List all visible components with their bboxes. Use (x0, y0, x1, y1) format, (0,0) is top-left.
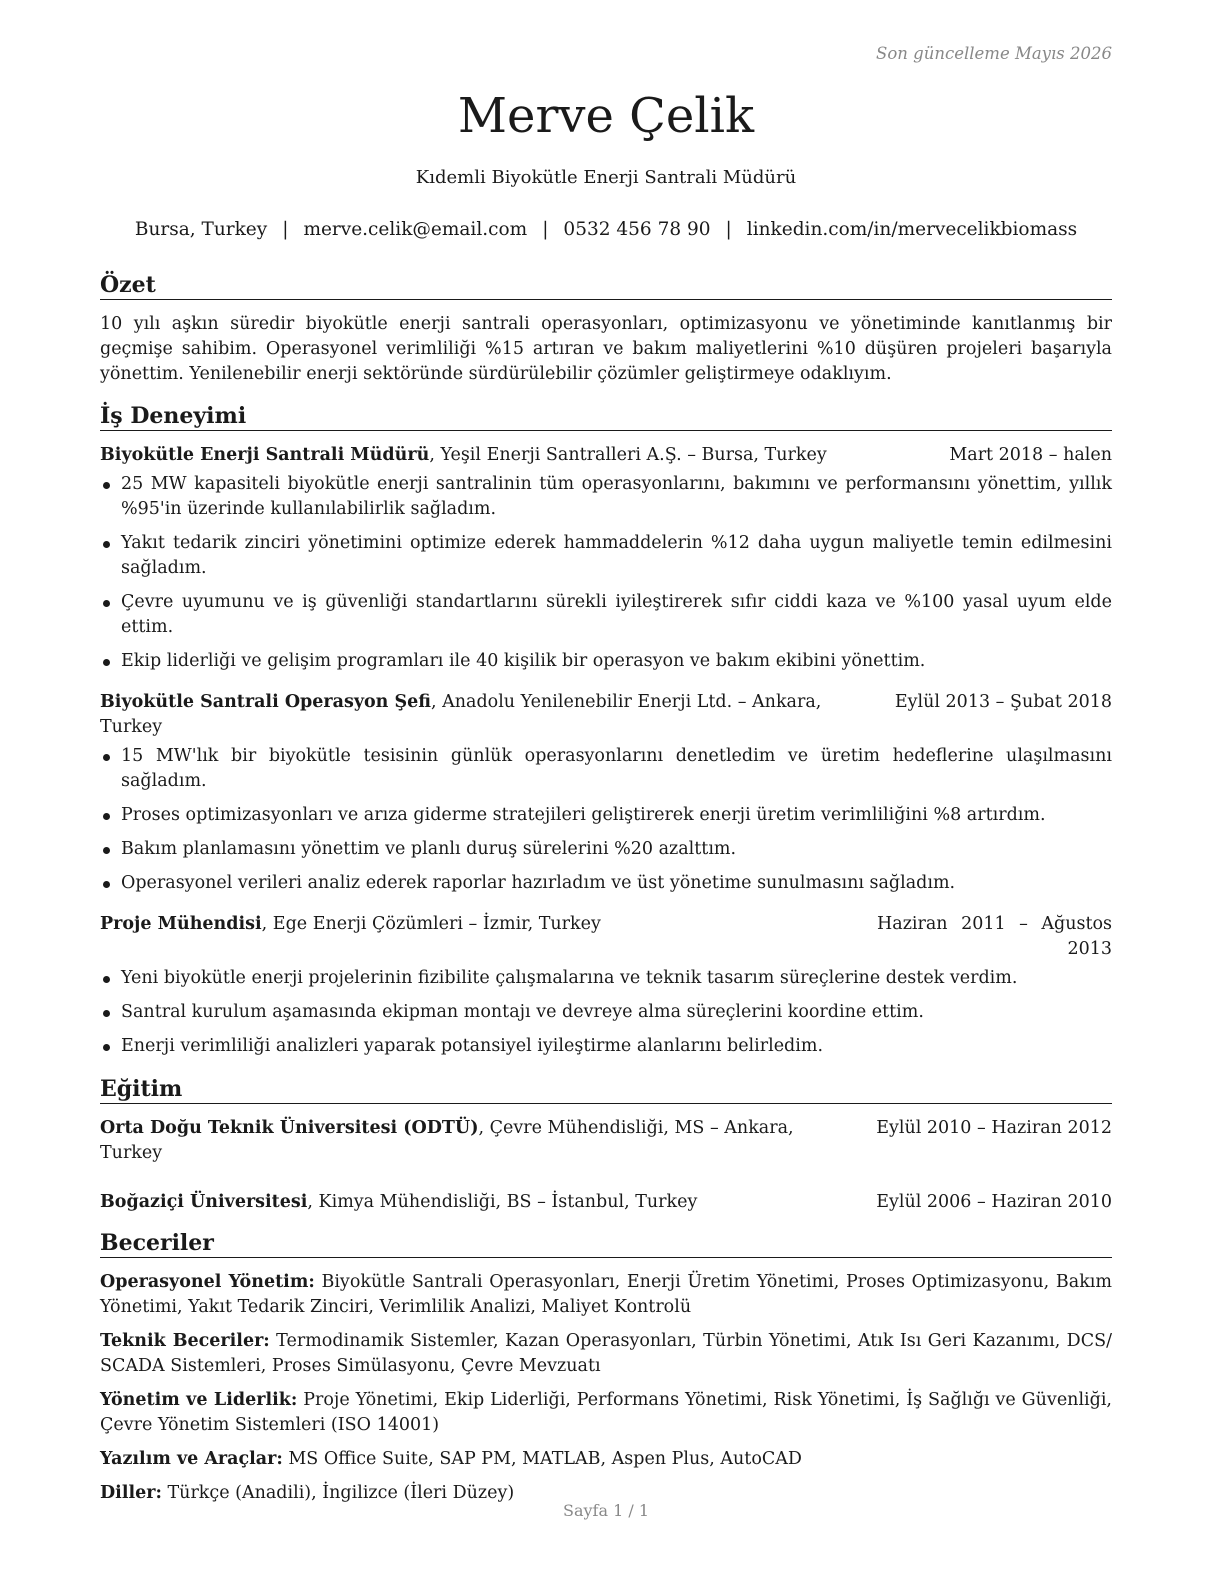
skill-value: Türkçe (Anadili), İngilizce (İleri Düzey) (161, 1483, 515, 1503)
degree-detail: , Çevre Mühendisliği, MS – Ankara, Turkey (100, 1118, 794, 1163)
list-item: Yakıt tedarik zinciri yönetimini optimize ederek hammaddelerin %12 daha uygun maliyetle temin edilmesini sağladım. (100, 531, 1112, 581)
job-org: , Yeşil Enerji Santralleri A.Ş. – Bursa, Turkey (429, 445, 827, 465)
job-header (100, 443, 1112, 468)
skill-group (100, 1270, 1112, 1320)
job-role: Biyokütle Enerji Santrali Müdürü (100, 445, 430, 465)
list-item: 15 MW'lık bir biyokütle tesisinin günlük operasyonlarını denetledim ve üretim hedeflerine ulaşılmasını sağladım. (100, 744, 1112, 794)
skill-label: Diller: (100, 1483, 162, 1503)
summary-section (100, 271, 1112, 387)
skill-group (100, 1447, 1112, 1472)
resume-content (100, 271, 1112, 1515)
contact-location: Bursa, Turkey (134, 219, 268, 240)
education-dates: Eylül 2006 – Haziran 2010 (876, 1192, 1112, 1212)
skill-label: Yazılım ve Araçlar: (100, 1449, 283, 1469)
contact-line (100, 219, 1112, 240)
section-heading-skills: Beceriler (100, 1229, 1112, 1258)
education-line (100, 1190, 856, 1215)
list-item: Enerji verimliliği analizleri yaparak potansiyel iyileştirme alanlarını belirledim. (100, 1034, 1112, 1059)
section-heading-experience: İş Deneyimi (100, 402, 1112, 431)
job-entry (100, 443, 1112, 674)
degree-detail: , Kimya Mühendisliği, BS – İstanbul, Turkey (307, 1192, 698, 1212)
education-entry (100, 1190, 1112, 1215)
job-org: , Ege Enerji Çözümleri – İzmir, Turkey (261, 914, 601, 934)
skill-group (100, 1329, 1112, 1379)
school-name: Orta Doğu Teknik Üniversitesi (ODTÜ) (100, 1118, 479, 1138)
list-item: Santral kurulum aşamasında ekipman montajı ve devreye alma süreçlerini koordine ettim. (100, 1000, 1112, 1025)
skills-section (100, 1229, 1112, 1506)
education-line (100, 1116, 856, 1166)
skill-value: Biyokütle Santrali Operasyonları, Enerji Üretim Yönetimi, Proses Optimizasyonu, Bakım Yönetimi, Yakıt Tedarik Zinciri, Verimlilik Analizi, Maliyet Kontrolü (100, 1272, 1112, 1317)
job-dates: Mart 2018 – halen (949, 445, 1112, 465)
skill-label: Operasyonel Yönetim: (100, 1272, 315, 1292)
job-bullets (100, 966, 1112, 1059)
contact-separator: | (542, 219, 549, 240)
section-heading-education: Eğitim (100, 1075, 1112, 1104)
job-header (100, 912, 1112, 962)
list-item: Proses optimizasyonları ve arıza giderme stratejileri geliştirerek enerji üretim verimliliğini %8 artırdım. (100, 803, 1112, 828)
resume-page (100, 0, 1112, 1584)
list-item: Ekip liderliği ve gelişim programları ile 40 kişilik bir operasyon ve bakım ekibini yönettim. (100, 649, 1112, 674)
list-item: Çevre uyumunu ve iş güvenliği standartlarını sürekli iyileştirerek sıfır ciddi kaza ve %100 yasal uyum elde ettim. (100, 590, 1112, 640)
contact-linkedin[interactable]: linkedin.com/in/mervecelikbiomass (746, 219, 1078, 240)
job-bullets (100, 472, 1112, 674)
education-dates: Eylül 2010 – Haziran 2012 (876, 1118, 1112, 1138)
job-header (100, 690, 1112, 740)
skill-label: Yönetim ve Liderlik: (100, 1390, 298, 1410)
contact-phone[interactable]: 0532 456 78 90 (563, 219, 711, 240)
education-section (100, 1075, 1112, 1215)
list-item: Operasyonel verileri analiz ederek raporlar hazırladım ve üst yönetime sunulmasını sağladım. (100, 871, 1112, 896)
candidate-name: Merve Çelik (457, 88, 755, 144)
skill-label: Teknik Beceriler: (100, 1331, 270, 1351)
list-item: Yeni biyokütle enerji projelerinin fizibilite çalışmalarına ve teknik tasarım süreçlerine destek verdim. (100, 966, 1112, 991)
contact-email[interactable]: merve.celik@email.com (303, 219, 528, 240)
list-item: 25 MW kapasiteli biyokütle enerji santralinin tüm operasyonlarını, bakımını ve performansını yönettim, yıllık %95'in üzerinde kullanılabilirlik sağladım. (100, 472, 1112, 522)
contact-separator: | (282, 219, 289, 240)
job-dates: Haziran 2011 – Ağustos 2013 (877, 914, 1112, 959)
job-role-line (100, 912, 857, 937)
summary-text: 10 yılı aşkın süredir biyokütle enerji santrali operasyonları, optimizasyonu ve yönetiminde kanıtlanmış bir geçmişe sahibim. Operasyonel verimliliği %15 artıran ve bakım maliyetlerini %10 düşüren projeleri başarıyla yönettim. Yenilenebilir enerji sektöründe sürdürülebilir çözümler geliştirmeye odaklıyım. (100, 314, 1112, 384)
experience-section (100, 402, 1112, 1059)
job-role-line (100, 690, 875, 740)
section-heading-summary: Özet (100, 271, 1112, 300)
job-title: Kıdemli Biyokütle Enerji Santrali Müdürü (415, 167, 797, 188)
contact-separator: | (725, 219, 732, 240)
list-item: Bakım planlamasını yönettim ve planlı duruş sürelerini %20 azalttım. (100, 837, 1112, 862)
school-name: Boğaziçi Üniversitesi (100, 1192, 308, 1212)
job-entry (100, 690, 1112, 896)
job-dates: Eylül 2013 – Şubat 2018 (894, 692, 1112, 712)
last-updated: Son güncelleme Mayıs 2026 (876, 44, 1112, 63)
job-role: Proje Mühendisi (100, 914, 262, 934)
education-entry (100, 1116, 1112, 1166)
job-role-line (100, 443, 929, 468)
job-bullets (100, 744, 1112, 896)
skill-group (100, 1388, 1112, 1438)
skill-value: Proje Yönetimi, Ekip Liderliği, Performans Yönetimi, Risk Yönetimi, İş Sağlığı ve Güvenliği, Çevre Yönetim Sistemleri (ISO 14001) (100, 1390, 1112, 1435)
skill-value: Termodinamik Sistemler, Kazan Operasyonları, Türbin Yönetimi, Atık Isı Geri Kazanımı, DCS/ SCADA Sistemleri, Proses Simülasyonu, Çevre Mevzuatı (100, 1331, 1112, 1376)
page-number: Sayfa 1 / 1 (562, 1501, 649, 1520)
job-entry (100, 912, 1112, 1059)
job-org: , Anadolu Yenilenebilir Enerji Ltd. – Ankara, Turkey (100, 692, 822, 737)
skill-value: MS Office Suite, SAP PM, MATLAB, Aspen Plus, AutoCAD (282, 1449, 802, 1469)
job-role: Biyokütle Santrali Operasyon Şefi (100, 692, 431, 712)
